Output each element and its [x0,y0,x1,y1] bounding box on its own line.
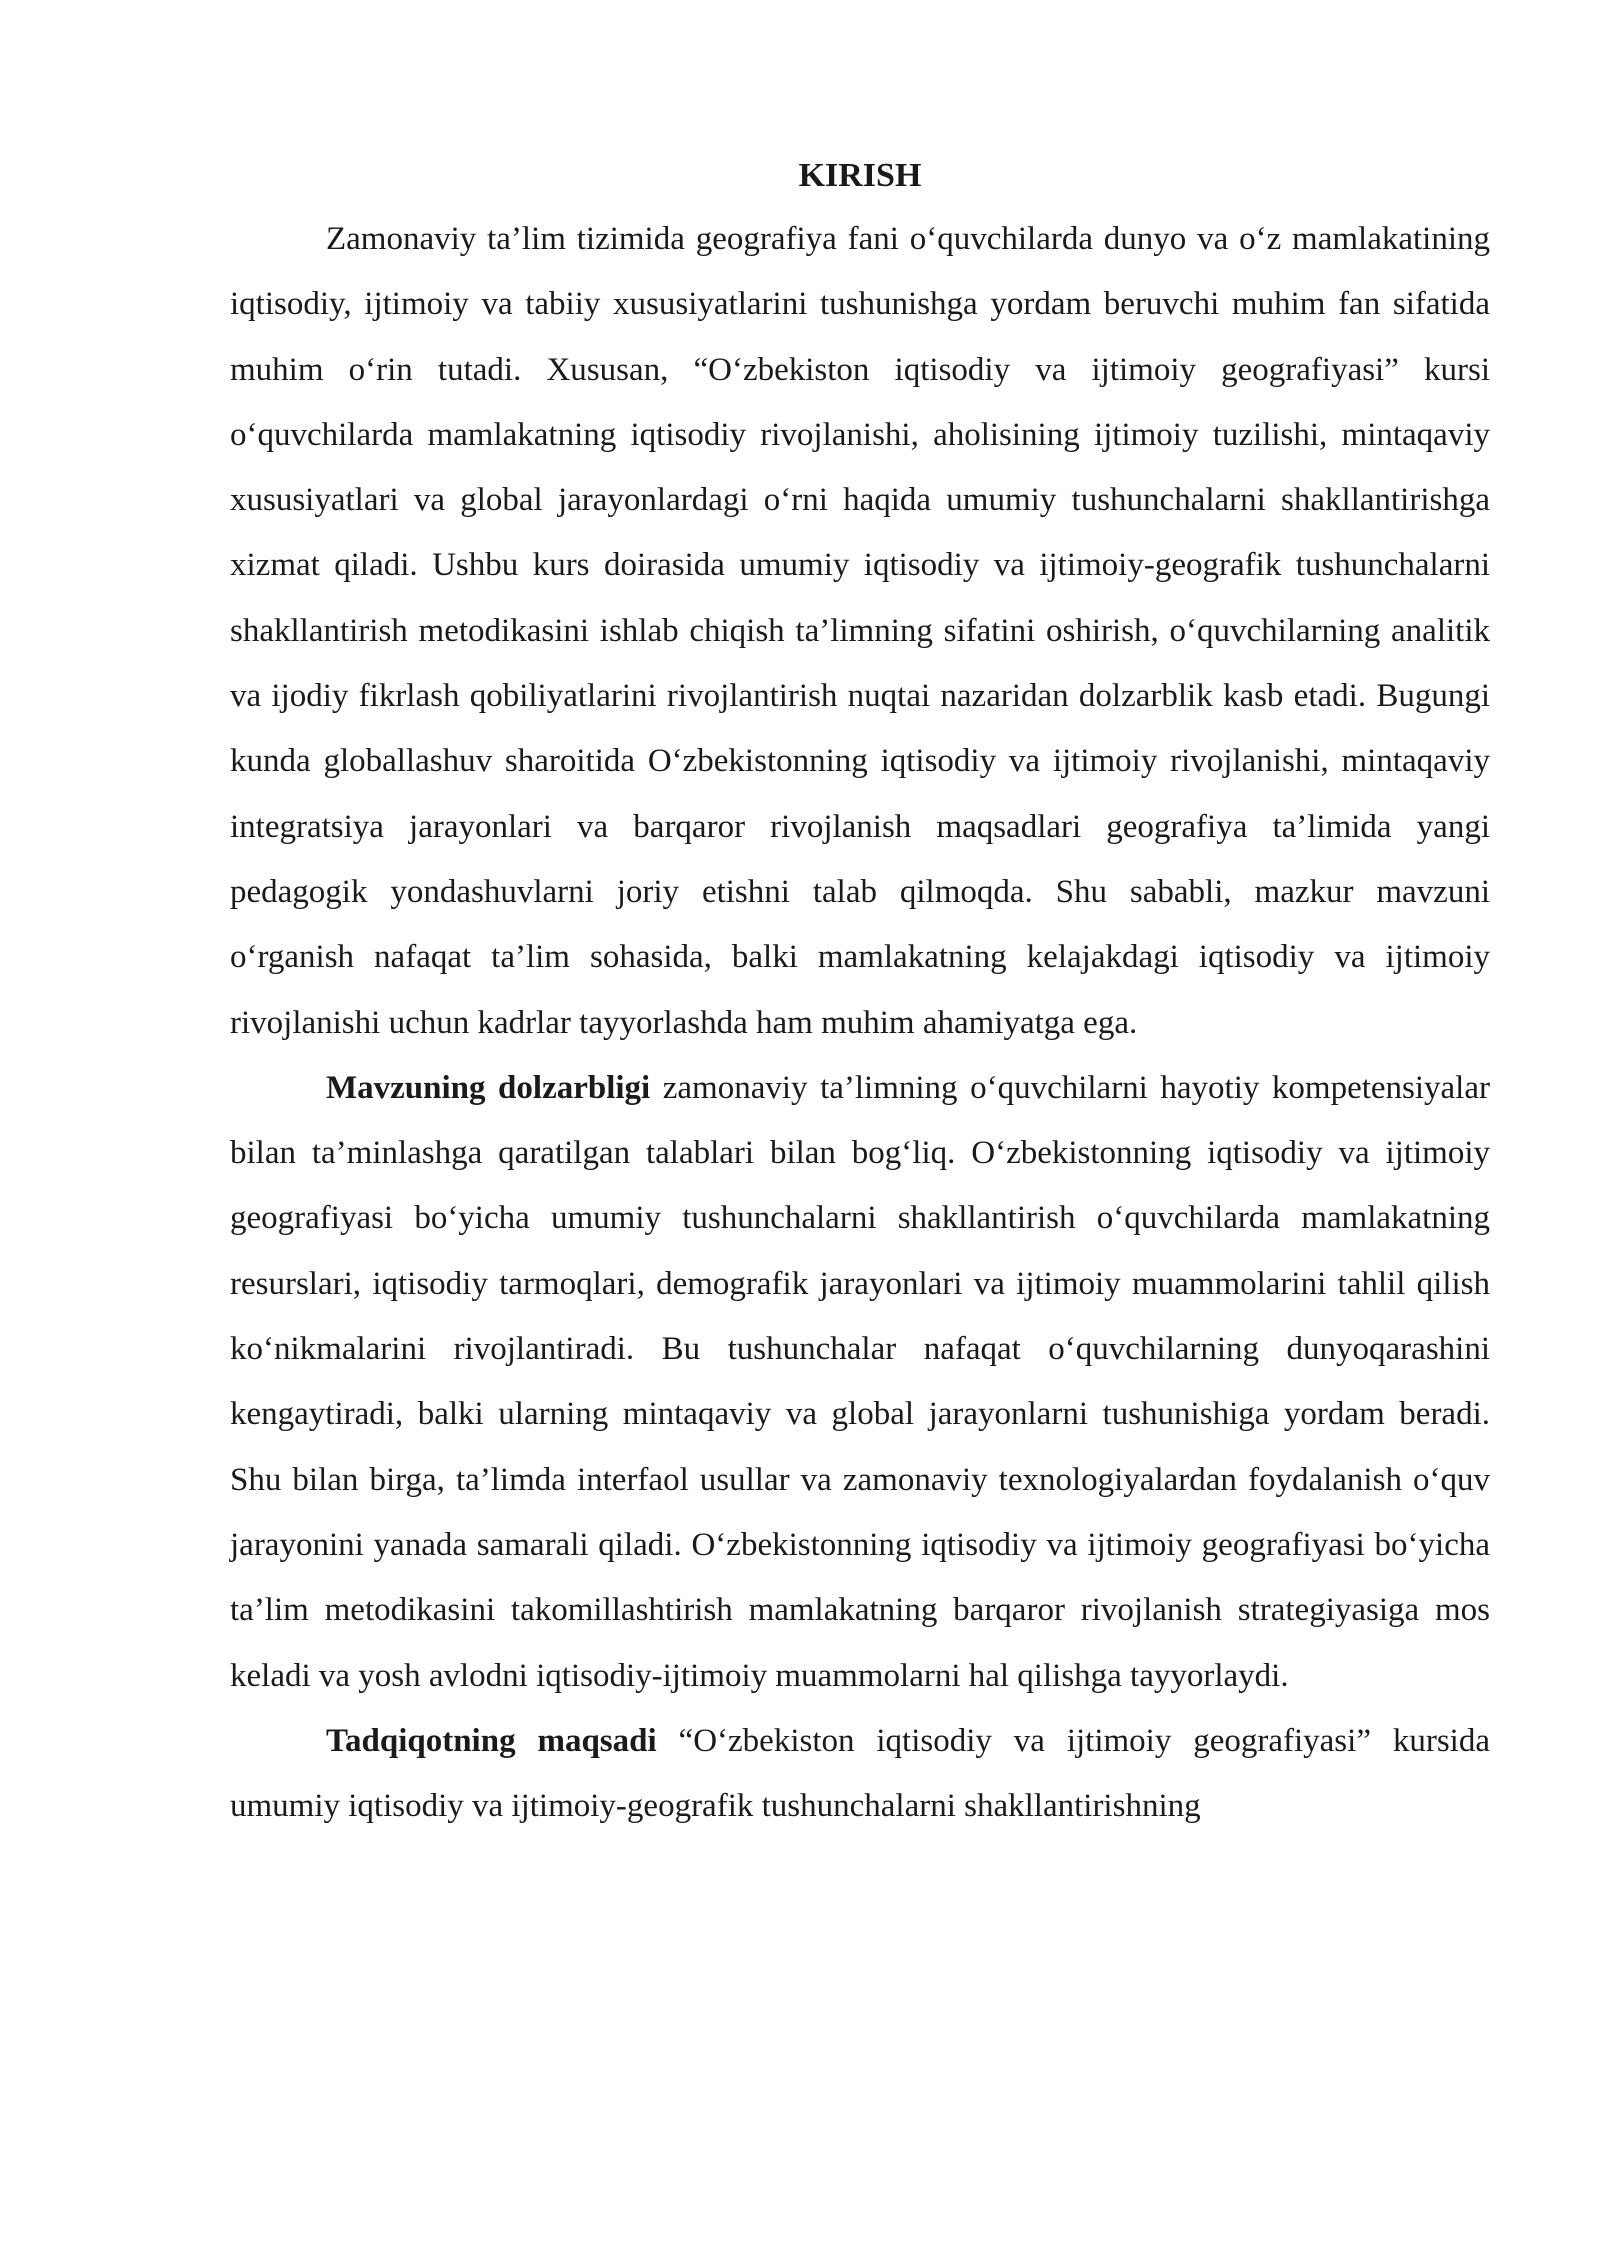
page-title: KIRISH [798,157,922,194]
paragraph-lead: Mavzuning dolzarbligi [326,1069,651,1106]
paragraph-intro [230,207,1490,1056]
paragraph-text: Zamonaviy ta’lim tizimida geografiya fani o‘quvchilarda dunyo va o‘z mamlakatining iqtisodiy, ijtimoiy va tabiiy xususiyatlarini tushunishga yordam beruvchi muhim fan sifatida muhim o‘rin tutadi. Xususan, “O‘zbekiston iqtisodiy va ijtimoiy geografiyasi” kursi o‘quvchilarda mamlakatning iqtisodiy rivojlanishi, aholisining ijtimoiy tuzilishi, mintaqaviy xususiyatlari va global jarayonlardagi o‘rni haqida umumiy tushunchalarni shakllantirishga xizmat qiladi. Ushbu kurs doirasida umumiy iqtisodiy va ijtimoiy-geografik tushunchalarni shakllantirish metodikasini ishlab chiqish ta’limning sifatini oshirish, o‘quvchilarning analitik va ijodiy fikrlash qobiliyatlarini rivojlantirish nuqtai nazaridan dolzarblik kasb etadi. Bugungi kunda globallashuv sharoitida O‘zbekistonning iqtisodiy va ijtimoiy rivojlanishi, mintaqaviy integratsiya jarayonlari va barqaror rivojlanish maqsadlari geografiya ta’limida yangi pedagogik yondashuvlarni joriy etishni talab qilmoqda. Shu sababli, mazkur mavzuni o‘rganish nafaqat ta’lim sohasida, balki mamlakatning kelajakdagi iqtisodiy va ijtimoiy rivojlanishi uchun kadrlar tayyorlashda ham muhim ahamiyatga ega. [230,221,1490,1041]
paragraph-text: zamonaviy ta’limning o‘quvchilarni hayotiy kompetensiyalar bilan ta’minlashga qaratilgan talablari bilan bog‘liq. O‘zbekistonning iqtisodiy va ijtimoiy geografiyasi bo‘yicha umumiy tushunchalarni shakllantirish o‘quvchilarda mamlakatning resurslari, iqtisodiy tarmoqlari, demografik jarayonlari va ijtimoiy muammolarini tahlil qilish ko‘nikmalarini rivojlantiradi. Bu tushunchalar nafaqat o‘quvchilarning dunyoqarashini kengaytiradi, balki ularning mintaqaviy va global jarayonlarni tushunishiga yordam beradi. Shu bilan birga, ta’limda interfaol usullar va zamonaviy texnologiyalardan foydalanish o‘quv jarayonini yanada samarali qiladi. O‘zbekistonning iqtisodiy va ijtimoiy geografiyasi bo‘yicha ta’lim metodikasini takomillashtirish mamlakatning barqaror rivojlanish strategiyasiga mos keladi va yosh avlodni iqtisodiy-ijtimoiy muammolarni hal qilishga tayyorlaydi. [230,1069,1490,1694]
paragraph-relevance [230,1056,1490,1709]
paragraph-text: “O‘zbekiston iqtisodiy va ijtimoiy geografiyasi” kursida umumiy iqtisodiy va ijtimoiy-geografik tushunchalarni shakllantirishning [230,1722,1490,1825]
paragraph-purpose [230,1709,1490,1840]
paragraph-lead: Tadqiqotning maqsadi [326,1722,657,1759]
